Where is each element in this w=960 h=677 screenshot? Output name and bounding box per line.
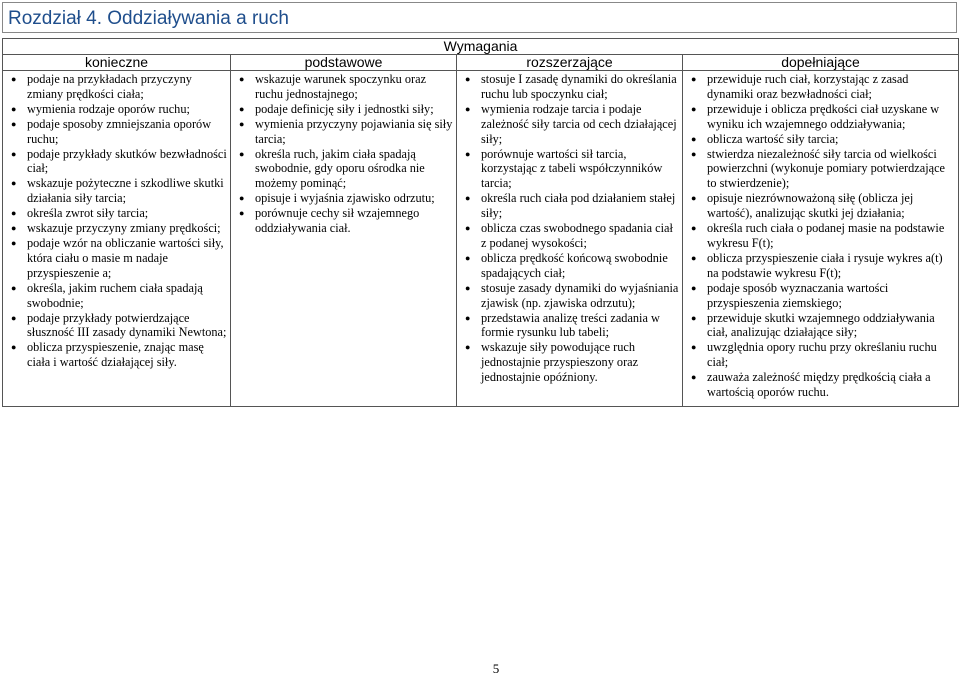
list-item-text: wskazuje siły powodujące ruch jednostajnie przyspieszony oraz jednostajnie opóźniony. <box>481 340 639 385</box>
list-item <box>3 281 227 311</box>
list-item-text: przewiduje i oblicza prędkości ciał uzyskane w wyniku ich wzajemnego oddziaływania; <box>707 101 940 131</box>
bullet-icon: ● <box>239 208 245 219</box>
list-item <box>683 340 955 370</box>
list-item-text: opisuje niezrównoważoną siłę (oblicza jej wartość), analizując skutki jej działania; <box>707 191 914 221</box>
bullet-icon: ● <box>11 148 17 159</box>
column-header-dopelniajace: dopełniające <box>683 55 959 71</box>
bullet-icon: ● <box>465 342 471 353</box>
list-item-text: określa ruch, jakim ciała spadają swobodnie, gdy oporu ośrodka nie możemy pominąć; <box>255 146 425 191</box>
column-cell-rozszerzajace <box>457 71 683 407</box>
bullet-icon: ● <box>239 148 245 159</box>
bullet-icon: ● <box>239 193 245 204</box>
list-item <box>457 72 679 102</box>
bullet-icon: ● <box>11 178 17 189</box>
bullet-icon: ● <box>691 282 697 293</box>
bullet-icon: ● <box>465 252 471 263</box>
list-item-text: oblicza przyspieszenie, znając masę ciała i wartość działającej siły. <box>27 340 204 370</box>
list-item <box>3 117 227 147</box>
list-item <box>683 132 955 147</box>
list-item-text: podaje na przykładach przyczyny zmiany prędkości ciała; <box>27 72 192 101</box>
list-item-text: stosuje I zasadę dynamiki do określania ruchu lub spoczynku ciał; <box>481 72 677 101</box>
list-item-text: podaje definicję siły i jednostki siły; <box>255 101 434 116</box>
list-item-text: oblicza czas swobodnego spadania ciał z podanej wysokości; <box>481 221 673 250</box>
list-item <box>683 251 955 281</box>
bullet-icon: ● <box>691 312 697 323</box>
list-item-text: oblicza przyspieszenie ciała i rysuje wykres a(t) na podstawie wykresu F(t); <box>707 250 943 280</box>
list-item <box>683 147 955 192</box>
list-item <box>231 102 453 117</box>
list-item <box>231 191 453 206</box>
list-item-text: określa zwrot siły tarcia; <box>27 206 149 221</box>
column-cell-konieczne <box>3 71 231 407</box>
column-header-konieczne: konieczne <box>3 55 231 71</box>
bullet-icon: ● <box>239 74 245 84</box>
bullet-icon: ● <box>691 342 697 353</box>
list-item-text: podaje przykłady potwierdzające słuszność III zasady dynamiki Newtona; <box>27 310 227 340</box>
list-item-text: podaje sposoby zmniejszania oporów ruchu; <box>27 116 212 146</box>
column-cell-podstawowe <box>231 71 457 407</box>
bullet-icon: ● <box>691 372 697 383</box>
list-item <box>683 221 955 251</box>
list-item-text: opisuje i wyjaśnia zjawisko odrzutu; <box>255 191 435 206</box>
bullet-icon: ● <box>11 74 17 84</box>
list-item <box>231 206 453 236</box>
list-item <box>3 72 227 102</box>
list-item-text: stwierdza niezależność siły tarcia od wielkości powierzchni (wykonuje pomiary potwierdzające to stwierdzenie); <box>707 146 945 191</box>
list-item <box>3 176 227 206</box>
bullet-icon: ● <box>11 282 17 293</box>
list-item <box>457 251 679 281</box>
list-item-text: porównuje cechy sił wzajemnego oddziaływania ciał. <box>255 206 420 236</box>
bullet-icon: ● <box>465 282 471 293</box>
bullet-icon: ● <box>691 148 697 159</box>
bullet-icon: ● <box>691 103 697 114</box>
list-item <box>231 72 453 102</box>
list-item-text: przewiduje ruch ciał, korzystając z zasad dynamiki oraz bezwładności ciał; <box>707 72 909 101</box>
column-cell-dopelniajace <box>683 71 959 407</box>
list-item-text: przewiduje skutki wzajemnego oddziaływania ciał, analizując działające siły; <box>707 310 935 340</box>
list-item <box>3 102 227 117</box>
bullet-icon: ● <box>691 252 697 263</box>
list-item <box>457 221 679 251</box>
list-item-text: porównuje wartości sił tarcia, korzystając z tabeli współczynników tarcia; <box>481 146 663 191</box>
bullet-icon: ● <box>11 342 17 353</box>
bullet-icon: ● <box>11 223 17 234</box>
list-item-text: wymienia przyczyny pojawiania się siły tarcia; <box>255 116 453 146</box>
chapter-title: Rozdział 4. Oddziaływania a ruch <box>8 8 289 29</box>
bullet-icon: ● <box>691 193 697 204</box>
list-item <box>683 281 955 311</box>
list-item-text: określa ruch ciała o podanej masie na podstawie wykresu F(t); <box>707 221 945 250</box>
bullet-icon: ● <box>465 223 471 234</box>
list-item <box>3 340 227 370</box>
list-item-text: oblicza wartość siły tarcia; <box>707 131 839 146</box>
list-item-text: wymienia rodzaje tarcia i podaje zależność siły tarcia od cech działającej siły; <box>481 101 677 146</box>
list-item <box>3 147 227 177</box>
list-item <box>683 72 955 102</box>
requirements-table <box>2 38 959 407</box>
list-item <box>457 281 679 311</box>
list-item-text: uwzględnia opory ruchu przy określaniu ruchu ciał; <box>707 340 937 370</box>
list-item <box>683 370 955 400</box>
list-item <box>457 311 679 341</box>
bullet-icon: ● <box>465 312 471 323</box>
list-item <box>231 147 453 192</box>
list-item <box>3 311 227 341</box>
list-item-text: wymienia rodzaje oporów ruchu; <box>27 101 190 116</box>
page-number: 5 <box>492 661 500 676</box>
list-item <box>457 147 679 192</box>
bullet-icon: ● <box>691 74 697 84</box>
bullet-icon: ● <box>11 237 17 248</box>
list-item-text: określa, jakim ruchem ciała spadają swobodnie; <box>27 280 203 310</box>
bullet-icon: ● <box>239 103 245 114</box>
bullet-icon: ● <box>691 133 697 144</box>
list-item <box>457 340 679 385</box>
bullet-icon: ● <box>11 118 17 129</box>
bullet-icon: ● <box>465 103 471 114</box>
list-item-text: wskazuje pożyteczne i szkodliwe skutki działania siły tarcia; <box>27 176 224 206</box>
list-item-text: przedstawia analizę treści zadania w formie rysunku lub tabeli; <box>481 310 660 340</box>
column-header-podstawowe: podstawowe <box>231 55 457 71</box>
list-item <box>683 102 955 132</box>
list-item <box>683 191 955 221</box>
list-item <box>3 236 227 281</box>
list-item-text: oblicza prędkość końcową swobodnie spadających ciał; <box>481 250 668 280</box>
list-item-text: podaje przykłady skutków bezwładności ciał; <box>27 146 227 176</box>
list-item-text: podaje sposób wyznaczania wartości przyspieszenia ziemskiego; <box>707 280 889 310</box>
bullet-icon: ● <box>11 312 17 323</box>
requirements-caption: Wymagania <box>3 39 959 55</box>
list-item-text: wskazuje przyczyny zmiany prędkości; <box>27 221 221 236</box>
bullet-icon: ● <box>465 74 471 84</box>
list-item-text: podaje wzór na obliczanie wartości siły, która ciału o masie m nadaje przyspieszenie a; <box>27 235 224 280</box>
column-header-rozszerzajace: rozszerzające <box>457 55 683 71</box>
bullet-icon: ● <box>465 148 471 159</box>
chapter-title-bar <box>2 2 957 33</box>
list-item <box>683 311 955 341</box>
bullet-icon: ● <box>11 103 17 114</box>
list-item <box>457 102 679 147</box>
bullet-icon: ● <box>11 208 17 219</box>
list-item <box>231 117 453 147</box>
list-item <box>3 221 227 236</box>
list-item-text: zauważa zależność między prędkością ciała a wartością oporów ruchu. <box>707 370 931 400</box>
bullet-icon: ● <box>239 118 245 129</box>
list-item <box>3 206 227 221</box>
list-item-text: określa ruch ciała pod działaniem stałej siły; <box>481 191 676 221</box>
list-item <box>457 191 679 221</box>
list-item-text: stosuje zasady dynamiki do wyjaśniania zjawisk (np. zjawiska odrzutu); <box>481 280 679 310</box>
bullet-icon: ● <box>465 193 471 204</box>
list-item-text: wskazuje warunek spoczynku oraz ruchu jednostajnego; <box>255 72 427 101</box>
bullet-icon: ● <box>691 223 697 234</box>
